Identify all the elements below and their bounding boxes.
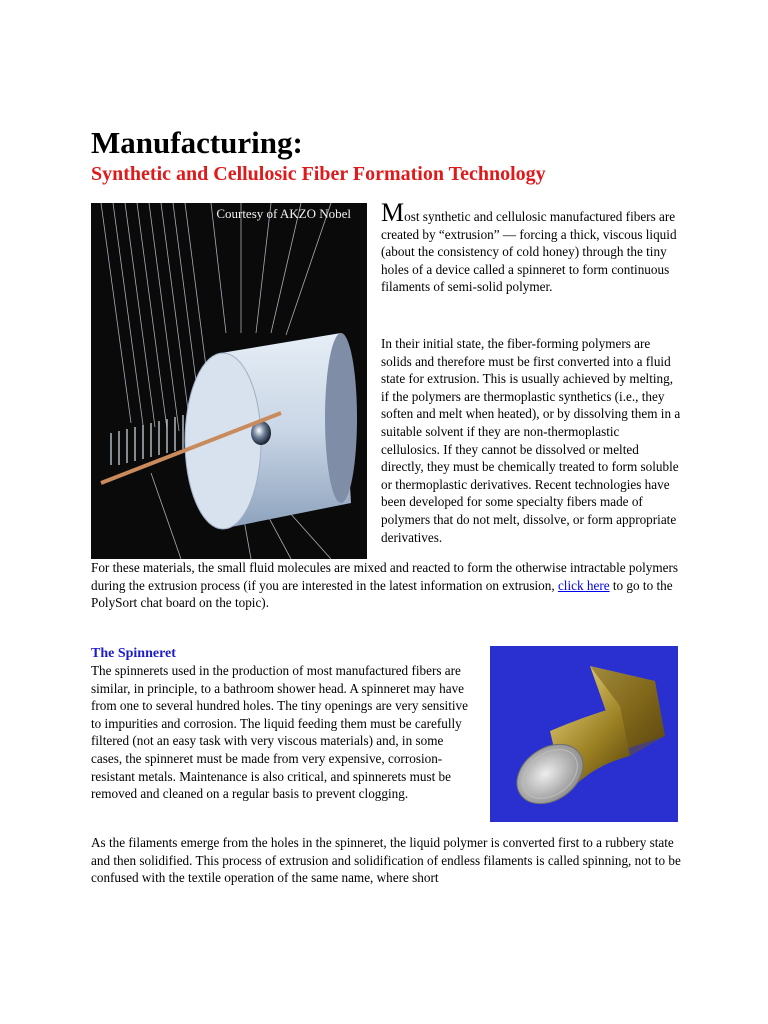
extrusion-continuation-paragraph: [91, 559, 691, 612]
drop-cap: M: [381, 198, 405, 227]
extrusion-photo: [91, 203, 367, 559]
spinning-paragraph: As the filaments emerge from the holes in the spinneret, the liquid polymer is converted first to a rubbery state and then solidified. This process of extrusion and solidification of endless filaments is called spinning, not to be confused with the textile operation of the same name, where short: [91, 835, 681, 886]
page-title: Manufacturing:: [91, 125, 303, 160]
spinneret-heading: The Spinneret: [91, 646, 176, 661]
polymer-state-paragraph: In their initial state, the fiber-forming polymers are solids and therefore must be first converted into a fluid state for extrusion. This is usually achieved by melting, if the polymers are thermoplastic synthetics (i.e., they soften and melt when heated), or by dissolving them in a suitable solvent if they are non-thermoplastic cellulosics. If they cannot be dissolved or melted directly, they must be chemically treated to form soluble or thermoplastic derivatives. Recent technologies have been developed for some specialty fibers made of polymers that do not melt, dissolve, or form appropriate derivatives.: [381, 336, 681, 545]
intro-text: ost synthetic and cellulosic manufactured fibers are created by “extrusion” — forcing a thick, viscous liquid (about the consistency of cold honey) through the tiny holes of a device called a spinneret to form continuous filaments of semi-solid polymer.: [381, 209, 677, 295]
spinneret-paragraph: The spinnerets used in the production of most manufactured fibers are similar, in principle, to a bathroom shower head. A spinneret may have from one to several hundred holes. The tiny openings are very sensitive to impurities and corrosion. The liquid feeding them must be carefully filtered (not an easy task with very viscous materials) and, in some cases, the spinneret must be made from very expensive, corrosion-resistant metals. Maintenance is also critical, and spinnerets must be removed and cleaned on a regular basis to prevent clogging.: [91, 663, 468, 802]
intro-paragraph: [381, 198, 681, 296]
continuation-text-before: For these materials, the small fluid molecules are mixed and reacted to form the otherwise intractable polymers during the extrusion process (if you are interested in the latest information on extrusion,: [91, 560, 679, 593]
page-subtitle: Synthetic and Cellulosic Fiber Formation Technology: [91, 163, 546, 185]
click-here-link[interactable]: click here: [557, 577, 610, 593]
extrusion-illustration: [91, 203, 367, 559]
spinneret-illustration: [490, 646, 678, 822]
spinneret-image: [490, 646, 678, 822]
figure-credit: Courtesy of AKZO Nobel: [216, 206, 351, 221]
continuation-text-after: to go to the PolySort chat board on the topic).: [91, 577, 673, 611]
